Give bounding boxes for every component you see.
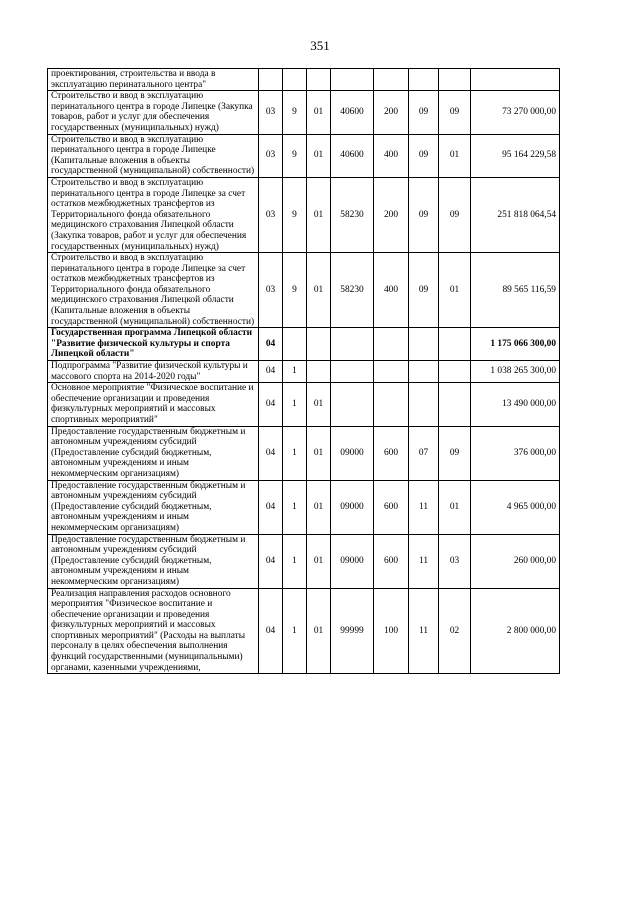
row-name-cell: Предоставление государственным бюджетным и автономным учреждениям субсидий (Предоставление субсидий бюджетным, автономным учреждениям и иным некоммерческим организациям)	[48, 426, 259, 480]
program-code-cell: 04	[259, 480, 283, 534]
section-cell: 11	[409, 534, 439, 588]
expense-direction-cell	[331, 69, 374, 91]
subprogram-code-cell: 9	[283, 177, 307, 252]
table-row	[48, 361, 560, 383]
program-code-cell: 03	[259, 91, 283, 134]
amount-cell: 13 490 000,00	[471, 383, 560, 426]
activity-code-cell: 01	[307, 253, 331, 328]
section-cell: 09	[409, 91, 439, 134]
expense-direction-cell: 40600	[331, 91, 374, 134]
program-code-cell: 03	[259, 177, 283, 252]
expense-direction-cell: 58230	[331, 253, 374, 328]
row-name-cell: Государственная программа Липецкой области "Развитие физической культуры и спорта Липецкой области"	[48, 328, 259, 361]
subsection-cell	[439, 361, 471, 383]
amount-cell: 73 270 000,00	[471, 91, 560, 134]
activity-code-cell	[307, 328, 331, 361]
program-code-cell: 04	[259, 426, 283, 480]
program-code-cell: 04	[259, 588, 283, 674]
subsection-cell: 01	[439, 253, 471, 328]
row-name-cell: Строительство и ввод в эксплуатацию перинатального центра в городе Липецке за счет остатков межбюджетных трансфертов из Территориального фонда обязательного медицинского страхования Липецкой области (Закупка товаров, работ и услуг для обеспечения государственных (муниципальных) нужд)	[48, 177, 259, 252]
row-name-cell: Предоставление государственным бюджетным и автономным учреждениям субсидий (Предоставление субсидий бюджетным, автономным учреждениям и иным некоммерческим организациям)	[48, 480, 259, 534]
subsection-cell: 03	[439, 534, 471, 588]
activity-code-cell: 01	[307, 177, 331, 252]
expense-type-cell: 600	[374, 480, 409, 534]
expense-type-cell	[374, 328, 409, 361]
expense-direction-cell: 09000	[331, 426, 374, 480]
subsection-cell	[439, 383, 471, 426]
activity-code-cell: 01	[307, 480, 331, 534]
table-row	[48, 534, 560, 588]
table-row	[48, 480, 560, 534]
activity-code-cell: 01	[307, 91, 331, 134]
budget-table	[47, 68, 560, 674]
section-cell: 09	[409, 253, 439, 328]
expense-type-cell: 600	[374, 534, 409, 588]
section-cell: 09	[409, 134, 439, 177]
subprogram-code-cell	[283, 328, 307, 361]
table-row	[48, 91, 560, 134]
table-row	[48, 328, 560, 361]
row-name-cell: Строительство и ввод в эксплуатацию перинатального центра в городе Липецке (Капитальные вложения в объекты государственной (муниципальной) собственности)	[48, 134, 259, 177]
expense-type-cell: 600	[374, 426, 409, 480]
activity-code-cell	[307, 361, 331, 383]
row-name-cell: Реализация направления расходов основного мероприятия "Физическое воспитание и обеспечение организации и проведения физкультурных мероприятий и массовых спортивных мероприятий" (Расходы на выплаты персоналу в целях обеспечения выполнения функций государственными (муниципальными) органами, казенными учреждениями,	[48, 588, 259, 674]
row-name-cell: Строительство и ввод в эксплуатацию перинатального центра в городе Липецке за счет остатков межбюджетных трансфертов из Территориального фонда обязательного медицинского страхования Липецкой области (Капитальные вложения в объекты государственной (муниципальной) собственности)	[48, 253, 259, 328]
row-name-cell: Основное мероприятие "Физическое воспитание и обеспечение организации и проведения физкультурных мероприятий и массовых спортивных мероприятий"	[48, 383, 259, 426]
subprogram-code-cell: 1	[283, 588, 307, 674]
subprogram-code-cell: 1	[283, 383, 307, 426]
expense-type-cell	[374, 361, 409, 383]
program-code-cell: 03	[259, 253, 283, 328]
program-code-cell: 04	[259, 534, 283, 588]
program-code-cell: 04	[259, 383, 283, 426]
expense-direction-cell: 40600	[331, 134, 374, 177]
amount-cell: 260 000,00	[471, 534, 560, 588]
expense-type-cell: 100	[374, 588, 409, 674]
section-cell: 09	[409, 177, 439, 252]
activity-code-cell: 01	[307, 534, 331, 588]
subsection-cell: 01	[439, 480, 471, 534]
table-row	[48, 426, 560, 480]
amount-cell: 1 038 265 300,00	[471, 361, 560, 383]
subprogram-code-cell: 9	[283, 91, 307, 134]
section-cell: 11	[409, 588, 439, 674]
subsection-cell: 01	[439, 134, 471, 177]
activity-code-cell: 01	[307, 426, 331, 480]
amount-cell: 4 965 000,00	[471, 480, 560, 534]
expense-direction-cell: 58230	[331, 177, 374, 252]
expense-type-cell: 200	[374, 91, 409, 134]
row-name-cell: проектирования, строительства и ввода в эксплуатацию перинатального центра"	[48, 69, 259, 91]
expense-type-cell: 400	[374, 253, 409, 328]
amount-cell: 376 000,00	[471, 426, 560, 480]
program-code-cell: 04	[259, 328, 283, 361]
activity-code-cell: 01	[307, 134, 331, 177]
table-row	[48, 69, 560, 91]
activity-code-cell	[307, 69, 331, 91]
expense-type-cell	[374, 383, 409, 426]
table-row	[48, 253, 560, 328]
subsection-cell: 09	[439, 177, 471, 252]
row-name-cell: Предоставление государственным бюджетным и автономным учреждениям субсидий (Предоставление субсидий бюджетным, автономным учреждениям и иным некоммерческим организациям)	[48, 534, 259, 588]
subsection-cell: 09	[439, 91, 471, 134]
section-cell	[409, 361, 439, 383]
program-code-cell	[259, 69, 283, 91]
table-row	[48, 134, 560, 177]
subsection-cell	[439, 69, 471, 91]
section-cell: 07	[409, 426, 439, 480]
activity-code-cell: 01	[307, 383, 331, 426]
subprogram-code-cell: 1	[283, 426, 307, 480]
page-number: 351	[310, 38, 330, 53]
table-row	[48, 177, 560, 252]
subprogram-code-cell: 9	[283, 253, 307, 328]
subsection-cell: 02	[439, 588, 471, 674]
section-cell	[409, 383, 439, 426]
section-cell	[409, 328, 439, 361]
amount-cell: 251 818 064,54	[471, 177, 560, 252]
amount-cell: 95 164 229,58	[471, 134, 560, 177]
expense-direction-cell: 99999	[331, 588, 374, 674]
program-code-cell: 04	[259, 361, 283, 383]
section-cell	[409, 69, 439, 91]
subsection-cell	[439, 328, 471, 361]
subprogram-code-cell: 9	[283, 134, 307, 177]
expense-direction-cell: 09000	[331, 534, 374, 588]
table-row	[48, 588, 560, 674]
expense-type-cell: 200	[374, 177, 409, 252]
subprogram-code-cell: 1	[283, 480, 307, 534]
row-name-cell: Строительство и ввод в эксплуатацию перинатального центра в городе Липецке (Закупка товаров, работ и услуг для обеспечения государственных (муниципальных) нужд)	[48, 91, 259, 134]
activity-code-cell: 01	[307, 588, 331, 674]
subprogram-code-cell: 1	[283, 534, 307, 588]
expense-type-cell: 400	[374, 134, 409, 177]
expense-direction-cell	[331, 383, 374, 426]
expense-type-cell	[374, 69, 409, 91]
amount-cell	[471, 69, 560, 91]
subprogram-code-cell	[283, 69, 307, 91]
row-name-cell: Подпрограмма "Развитие физической культуры и массового спорта на 2014-2020 годы"	[48, 361, 259, 383]
amount-cell: 1 175 066 300,00	[471, 328, 560, 361]
amount-cell: 89 565 116,59	[471, 253, 560, 328]
subprogram-code-cell: 1	[283, 361, 307, 383]
amount-cell: 2 800 000,00	[471, 588, 560, 674]
section-cell: 11	[409, 480, 439, 534]
table-row	[48, 383, 560, 426]
expense-direction-cell	[331, 328, 374, 361]
expense-direction-cell: 09000	[331, 480, 374, 534]
program-code-cell: 03	[259, 134, 283, 177]
subsection-cell: 09	[439, 426, 471, 480]
expense-direction-cell	[331, 361, 374, 383]
